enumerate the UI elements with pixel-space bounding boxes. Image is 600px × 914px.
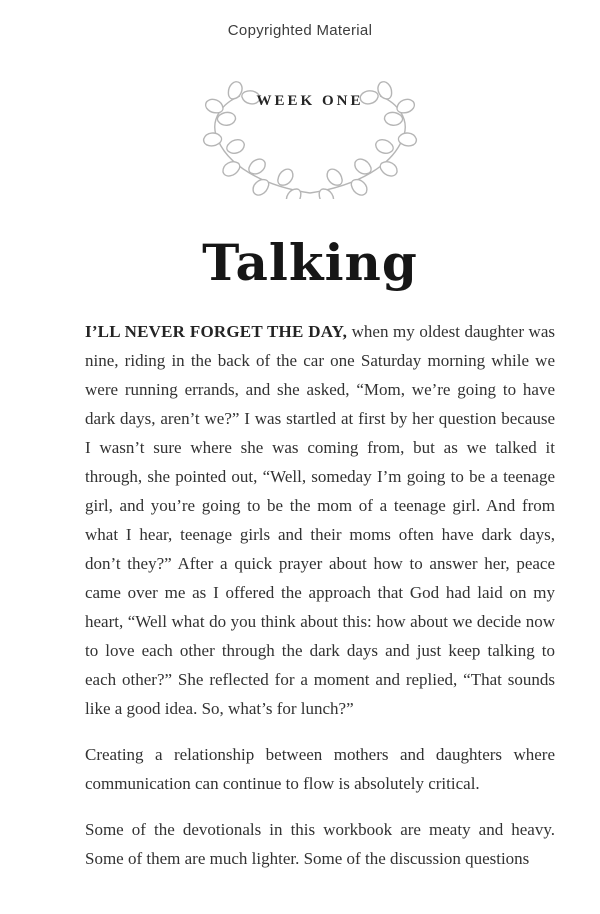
paragraph-text: when my oldest daughter was nine, riding in the back of the car one Saturday morning while we were running errands, and she asked, “Mom, we’re going to have dark days, aren’t we?” I was startled at first by her question because I wasn’t sure where she was coming from, but as we talked it through, she pointed out, “Well, someday I’m going to be a teenage girl, and you’re going to be the mom of a teenage girl. And from what I hear, teenage girls and their moms often have dark days, don’t they?” After a quick prayer about how to answer her, peace came over me as I offered the approach that God had laid on my heart, “Well what do you think about this: how about we decide now to love each other through the dark days and just keep talking to each other?” She reflected for a moment and replied, “That sounds like a good idea. So, what’s for lunch?” xyxy=(85,322,555,718)
paragraph-text: Some of the devotionals in this workbook are meaty and heavy. Some of them are much lighter. Some of the discussion questions xyxy=(85,820,555,868)
paragraph xyxy=(85,740,555,798)
paragraph-lead-in: I’LL NEVER FORGET THE DAY, xyxy=(85,322,348,341)
paragraph xyxy=(85,815,555,873)
week-label: WEEK ONE xyxy=(256,93,364,109)
section-header xyxy=(190,81,430,199)
copyright-watermark: Copyrighted Material xyxy=(227,22,373,39)
paragraph-text: Creating a relationship between mothers and daughters where communication can continue to flow is absolutely critical. xyxy=(85,745,555,793)
body-text xyxy=(85,317,555,873)
paragraph xyxy=(85,317,555,723)
chapter-title: Talking xyxy=(202,233,418,292)
